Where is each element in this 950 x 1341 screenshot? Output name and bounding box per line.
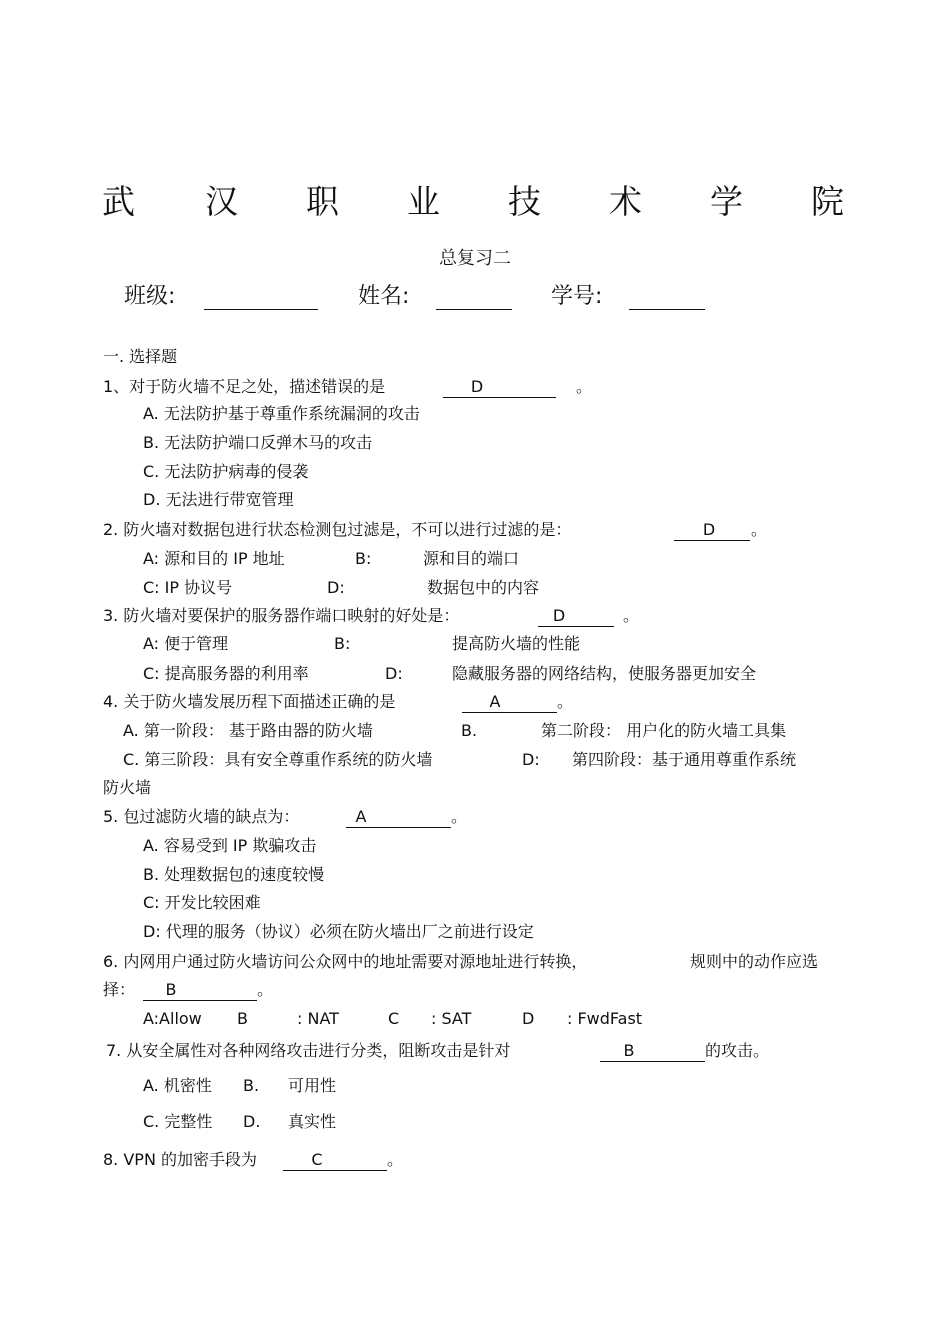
question-stem: 3. 防火墙对要保护的服务器作端口映射的好处是： — [103, 606, 460, 625]
option-b: B. 无法防护端口反弹木马的攻击 — [143, 433, 373, 452]
id-label: 学号: — [551, 284, 603, 309]
option-d-letter: D: — [522, 750, 540, 769]
question-end: 的攻击。 — [705, 1041, 770, 1060]
question-stem: 2. 防火墙对数据包进行状态检测包过滤是，不可以进行过滤的是： — [103, 520, 572, 539]
option-c-text: : SAT — [431, 1009, 472, 1028]
answer-blank[interactable] — [346, 827, 451, 828]
option-a: A. 第一阶段： 基于路由器的防火墙 — [123, 721, 373, 740]
answer-blank[interactable] — [600, 1061, 705, 1062]
option-d: D: 代理的服务（协议）必须在防火墙出厂之前进行设定 — [143, 922, 534, 941]
option-b-text: : NAT — [297, 1009, 339, 1028]
option-b-text: 提高防火墙的性能 — [452, 634, 581, 653]
option-d-text: : FwdFast — [567, 1009, 643, 1028]
option-b-letter: B: — [334, 634, 351, 653]
answer-blank[interactable] — [674, 540, 750, 541]
option-a: A. 机密性 — [143, 1076, 212, 1095]
school-name-char: 院 — [811, 182, 844, 221]
question-stem: 4. 关于防火墙发展历程下面描述正确的是 — [103, 692, 396, 711]
option-d-letter: D — [522, 1009, 535, 1028]
answer-text: D — [470, 377, 484, 396]
question-end: 。 — [623, 606, 640, 625]
option-b-text: 源和目的端口 — [423, 549, 520, 568]
option-a: A. 无法防护基于尊重作系统漏洞的攻击 — [143, 404, 420, 423]
answer-text: B — [623, 1041, 635, 1060]
option-b-text: 可用性 — [288, 1076, 337, 1095]
school-name-char: 术 — [609, 182, 642, 221]
option-c: C: 提高服务器的利用率 — [143, 664, 309, 683]
option-b-letter: B: — [355, 549, 372, 568]
question-end: 。 — [751, 520, 768, 539]
option-b-text: 第二阶段： 用户化的防火墙工具集 — [541, 721, 787, 740]
answer-text: A — [489, 692, 501, 711]
question-stem: 6. 内网用户通过防火墙访问公众网中的地址需要对源地址进行转换， — [103, 952, 588, 971]
id-blank[interactable] — [629, 309, 705, 310]
answer-text: D — [552, 606, 566, 625]
option-c: C: IP 协议号 — [143, 578, 233, 597]
option-d-text: 第四阶段：基于通用尊重作系统 — [572, 750, 797, 769]
question-end: 。 — [451, 807, 468, 826]
school-name-char: 技 — [508, 182, 541, 221]
answer-blank[interactable] — [462, 712, 557, 713]
answer-text: B — [165, 980, 177, 999]
option-a: A: 便于管理 — [143, 634, 229, 653]
class-label: 班级: — [124, 284, 176, 309]
answer-blank[interactable] — [283, 1170, 387, 1171]
school-name-char: 业 — [407, 182, 440, 221]
question-end: 。 — [557, 692, 574, 711]
question-end: 。 — [257, 980, 274, 999]
option-d-letter: D: — [385, 664, 403, 683]
answer-text: A — [355, 807, 367, 826]
option-d-text: 数据包中的内容 — [427, 578, 540, 597]
option-d-letter: D: — [327, 578, 345, 597]
option-d-letter: D. — [243, 1112, 261, 1131]
answer-blank[interactable] — [538, 626, 614, 627]
option-a: A: 源和目的 IP 地址 — [143, 549, 285, 568]
option-d-continued: 防火墙 — [103, 778, 152, 797]
option-d-text: 隐藏服务器的网络结构，使服务器更加安全 — [452, 664, 757, 683]
name-label: 姓名: — [358, 284, 410, 309]
question-end: 。 — [387, 1150, 404, 1169]
option-c-letter: C — [388, 1009, 400, 1028]
option-c: C. 无法防护病毒的侵袭 — [143, 462, 309, 481]
school-name-char: 学 — [710, 182, 743, 221]
question-stem-wrap: 择： — [103, 980, 136, 999]
option-a: A. 容易受到 IP 欺骗攻击 — [143, 836, 317, 855]
option-b-letter: B. — [243, 1076, 260, 1095]
option-c: C: 开发比较困难 — [143, 893, 261, 912]
school-name-char: 汉 — [205, 182, 238, 221]
option-a: A:Allow — [143, 1009, 202, 1028]
answer-blank[interactable] — [443, 397, 556, 398]
option-b-letter: B — [237, 1009, 248, 1028]
question-stem: 5. 包过滤防火墙的缺点为： — [103, 807, 300, 826]
question-stem: 1、对于防火墙不足之处，描述错误的是 — [103, 377, 386, 396]
option-c: C. 完整性 — [143, 1112, 213, 1131]
school-name-char: 武 — [102, 182, 135, 221]
option-d-text: 真实性 — [288, 1112, 337, 1131]
option-c: C. 第三阶段：具有安全尊重作系统的防火墙 — [123, 750, 433, 769]
question-stem: 8. VPN 的加密手段为 — [103, 1150, 258, 1169]
question-stem-continued: 规则中的动作应选 — [690, 952, 819, 971]
question-stem: 7. 从安全属性对各种网络攻击进行分类，阻断攻击是针对 — [106, 1041, 511, 1060]
option-d: D. 无法进行带宽管理 — [143, 490, 294, 509]
option-b: B. 处理数据包的速度较慢 — [143, 865, 325, 884]
answer-text: C — [311, 1150, 323, 1169]
section-heading: 一. 选择题 — [103, 347, 178, 366]
school-name-char: 职 — [306, 182, 339, 221]
class-blank[interactable] — [204, 309, 318, 310]
answer-blank[interactable] — [143, 1000, 257, 1001]
page-subtitle: 总复习二 — [439, 248, 511, 269]
question-end: 。 — [576, 377, 593, 396]
name-blank[interactable] — [436, 309, 512, 310]
answer-text: D — [702, 520, 716, 539]
option-b-letter: B. — [461, 721, 478, 740]
